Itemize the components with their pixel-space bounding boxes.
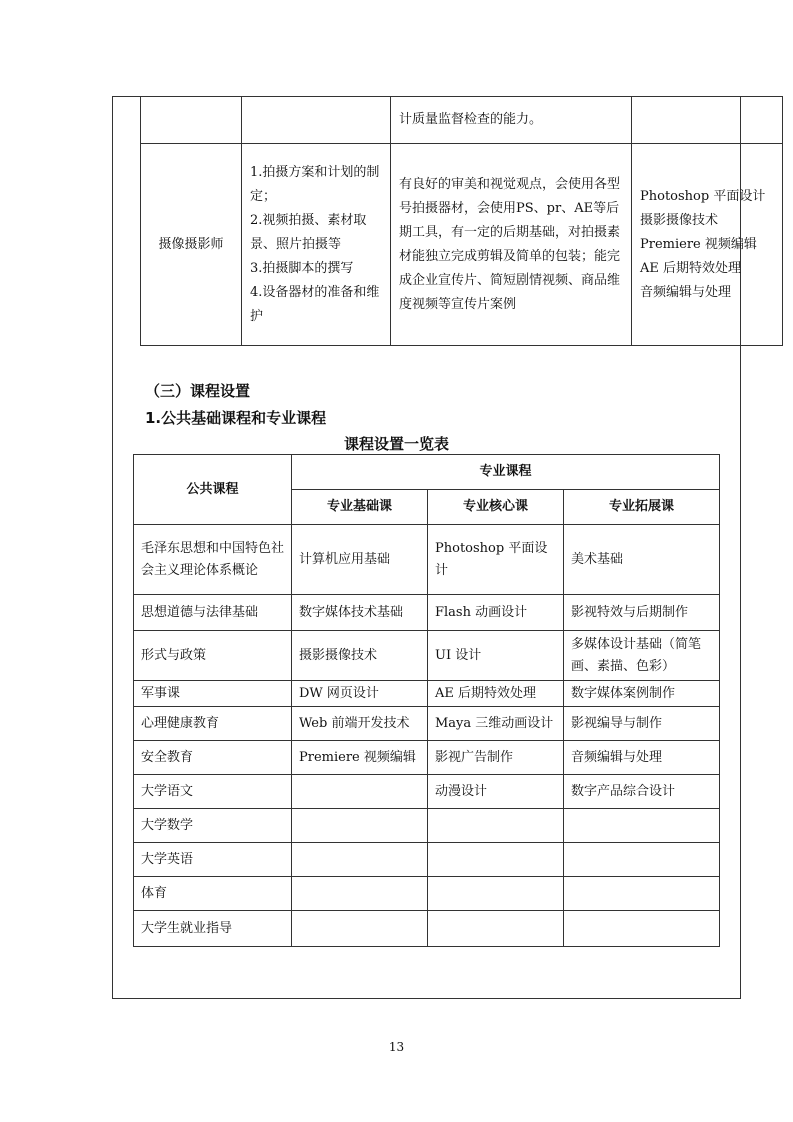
table-cell [564, 809, 720, 843]
table-cell: Web 前端开发技术 [292, 707, 428, 741]
table-cell [292, 775, 428, 809]
table-cell [632, 97, 783, 144]
course-table-body [134, 525, 720, 947]
table-cell [564, 911, 720, 947]
page-number: 13 [388, 1040, 405, 1054]
course-line: AE 后期特效处理 [640, 260, 742, 276]
table-cell: 摄影摄像技术 [292, 631, 428, 681]
table-row [134, 707, 720, 741]
table-cell: 思想道德与法律基础 [134, 595, 292, 631]
table-cell [428, 809, 564, 843]
table-cell: 数字产品综合设计 [564, 775, 720, 809]
header-extension-courses: 专业拓展课 [564, 490, 720, 525]
table-cell: 大学生就业指导 [134, 911, 292, 947]
task-line: 2.视频拍摄、素材取景、照片拍摄等 [250, 212, 367, 252]
job-ability-cell: 有良好的审美和视觉观点，会使用各型号拍摄器材，会使用PS、pr、AE等后期工具，有一定的后期基础，对拍摄素材能独立完成剪辑及简单的包装；能完成企业宣传片、简短剧情视频、商品维度视频等宣传片案例 [391, 144, 632, 346]
job-tasks-cell [242, 144, 391, 346]
table-cell: UI 设计 [428, 631, 564, 681]
table-cell: AE 后期特效处理 [428, 681, 564, 707]
course-line: Premiere 视频编辑 [640, 236, 757, 252]
course-table [133, 454, 720, 947]
table-cell [428, 877, 564, 911]
table-cell: 大学语文 [134, 775, 292, 809]
job-courses-cell [632, 144, 783, 346]
table-cell [292, 843, 428, 877]
job-title-cell: 摄像摄影师 [141, 144, 242, 346]
table-cell: 美术基础 [564, 525, 720, 595]
table-cell: 军事课 [134, 681, 292, 707]
table-cell: Maya 三维动画设计 [428, 707, 564, 741]
table-cell: 计质量监督检查的能力。 [391, 97, 632, 144]
table-row [134, 775, 720, 809]
table-cell: 影视特效与后期制作 [564, 595, 720, 631]
table-row [134, 877, 720, 911]
table-cell: 体育 [134, 877, 292, 911]
task-line: 1.拍摄方案和计划的制定； [250, 164, 380, 204]
table-cell: Flash 动画设计 [428, 595, 564, 631]
table-cell [564, 877, 720, 911]
course-line: 摄影摄像技术 [640, 212, 719, 228]
table-cell [242, 97, 391, 144]
table-header-row [134, 455, 720, 490]
table-cell: 大学数学 [134, 809, 292, 843]
table-cell: 计算机应用基础 [292, 525, 428, 595]
table-title: 课程设置一览表 [343, 435, 449, 453]
table-cell: 形式与政策 [134, 631, 292, 681]
table-cell: DW 网页设计 [292, 681, 428, 707]
table-row [134, 525, 720, 595]
task-line: 4.设备器材的准备和维护 [250, 284, 380, 324]
table-cell: 影视编导与制作 [564, 707, 720, 741]
table-row [134, 681, 720, 707]
course-line: 音频编辑与处理 [640, 284, 732, 300]
header-major-courses: 专业课程 [292, 455, 720, 490]
table-row [134, 843, 720, 877]
table-cell: Photoshop 平面设计 [428, 525, 564, 595]
table-cell [292, 809, 428, 843]
table-cell [292, 877, 428, 911]
table-row [134, 631, 720, 681]
table-row [134, 911, 720, 947]
sub-heading: 1.公共基础课程和专业课程 [145, 409, 327, 427]
table-cell: Premiere 视频编辑 [292, 741, 428, 775]
table-cell: 安全教育 [134, 741, 292, 775]
table-row [141, 97, 783, 144]
table-cell: 音频编辑与处理 [564, 741, 720, 775]
table-row [134, 595, 720, 631]
table-cell: 心理健康教育 [134, 707, 292, 741]
table-row [141, 144, 783, 346]
table-cell: 动漫设计 [428, 775, 564, 809]
table-cell [564, 843, 720, 877]
table-cell [428, 911, 564, 947]
table-cell [428, 843, 564, 877]
course-line: Photoshop 平面设计 [640, 188, 766, 204]
table-cell [292, 911, 428, 947]
table-cell: 大学英语 [134, 843, 292, 877]
section-heading: （三）课程设置 [145, 382, 251, 400]
table-cell: 数字媒体案例制作 [564, 681, 720, 707]
table-cell [141, 97, 242, 144]
table-cell: 毛泽东思想和中国特色社会主义理论体系概论 [134, 525, 292, 595]
header-public-courses: 公共课程 [134, 455, 292, 525]
task-line: 3.拍摄脚本的撰写 [250, 260, 354, 276]
table-row [134, 741, 720, 775]
table-cell: 影视广告制作 [428, 741, 564, 775]
table-cell: 数字媒体技术基础 [292, 595, 428, 631]
table-row [134, 809, 720, 843]
table-cell: 多媒体设计基础（简笔画、素描、色彩） [564, 631, 720, 681]
job-role-table [140, 96, 783, 346]
header-core-courses: 专业核心课 [428, 490, 564, 525]
header-basic-courses: 专业基础课 [292, 490, 428, 525]
